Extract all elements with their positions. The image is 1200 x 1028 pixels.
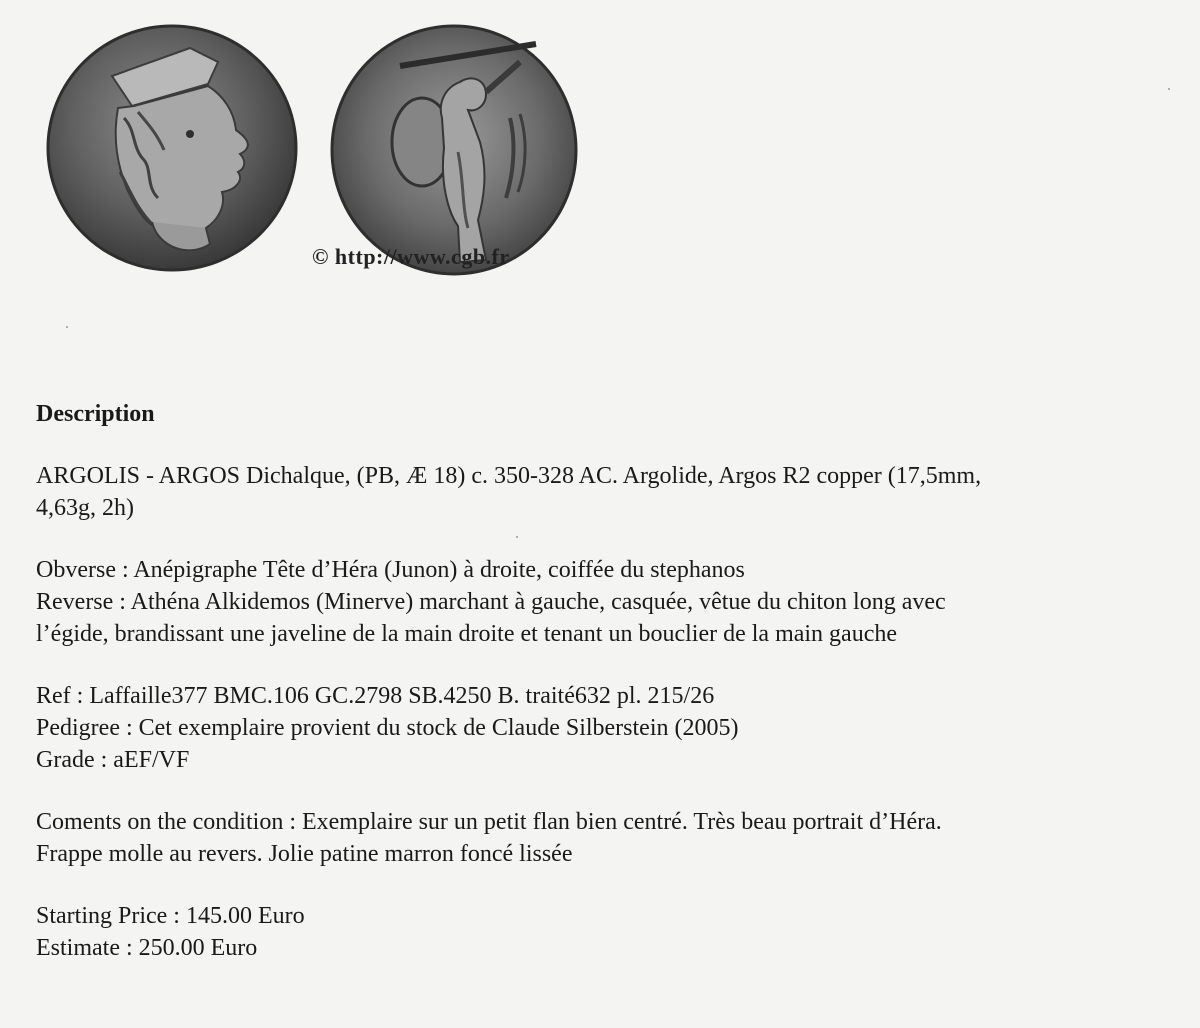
grade-text: Grade : aEF/VF [36, 747, 190, 773]
ref-text: Ref : Laffaille377 BMC.106 GC.2798 SB.4250 B. traité632 pl. 215/26 [36, 683, 715, 709]
coin-photo [40, 22, 600, 278]
description-heading: Description [36, 401, 155, 427]
paper-speck [1168, 88, 1170, 90]
coin-title-line: ARGOLIS - ARGOS Dichalque, (PB, Æ 18) c. 350-328 AC. Argolide, Argos R2 copper (17,5mm, [36, 463, 982, 489]
paper-speck [66, 326, 68, 328]
condition-line: Frappe molle au revers. Jolie patine marron foncé lissée [36, 841, 573, 867]
obverse-text: Obverse : Anépigraphe Tête d’Héra (Junon) à droite, coiffée du stephanos [36, 557, 745, 583]
condition-line: Coments on the condition : Exemplaire sur un petit flan bien centré. Très beau portrait d’Héra. [36, 809, 942, 835]
reference-block [36, 680, 1176, 776]
reverse-coin [332, 26, 576, 274]
obverse-coin [48, 26, 296, 270]
obverse-reverse-block [36, 554, 1176, 650]
condition-block [36, 806, 1176, 870]
reverse-text-line: l’égide, brandissant une javeline de la main droite et tenant un bouclier de la main gauche [36, 621, 898, 647]
pedigree-text: Pedigree : Cet exemplaire provient du stock de Claude Silberstein (2005) [36, 715, 739, 741]
watermark-text: © http://www.cgb.fr [312, 244, 510, 269]
estimate: Estimate : 250.00 Euro [36, 935, 258, 961]
price-block [36, 900, 1176, 964]
reverse-text-line: Reverse : Athéna Alkidemos (Minerve) marchant à gauche, casquée, vêtue du chiton long avec [36, 589, 946, 615]
description-section [36, 398, 1176, 994]
coin-title [36, 460, 1176, 524]
starting-price: Starting Price : 145.00 Euro [36, 903, 305, 929]
coin-title-line: 4,63g, 2h) [36, 495, 134, 521]
